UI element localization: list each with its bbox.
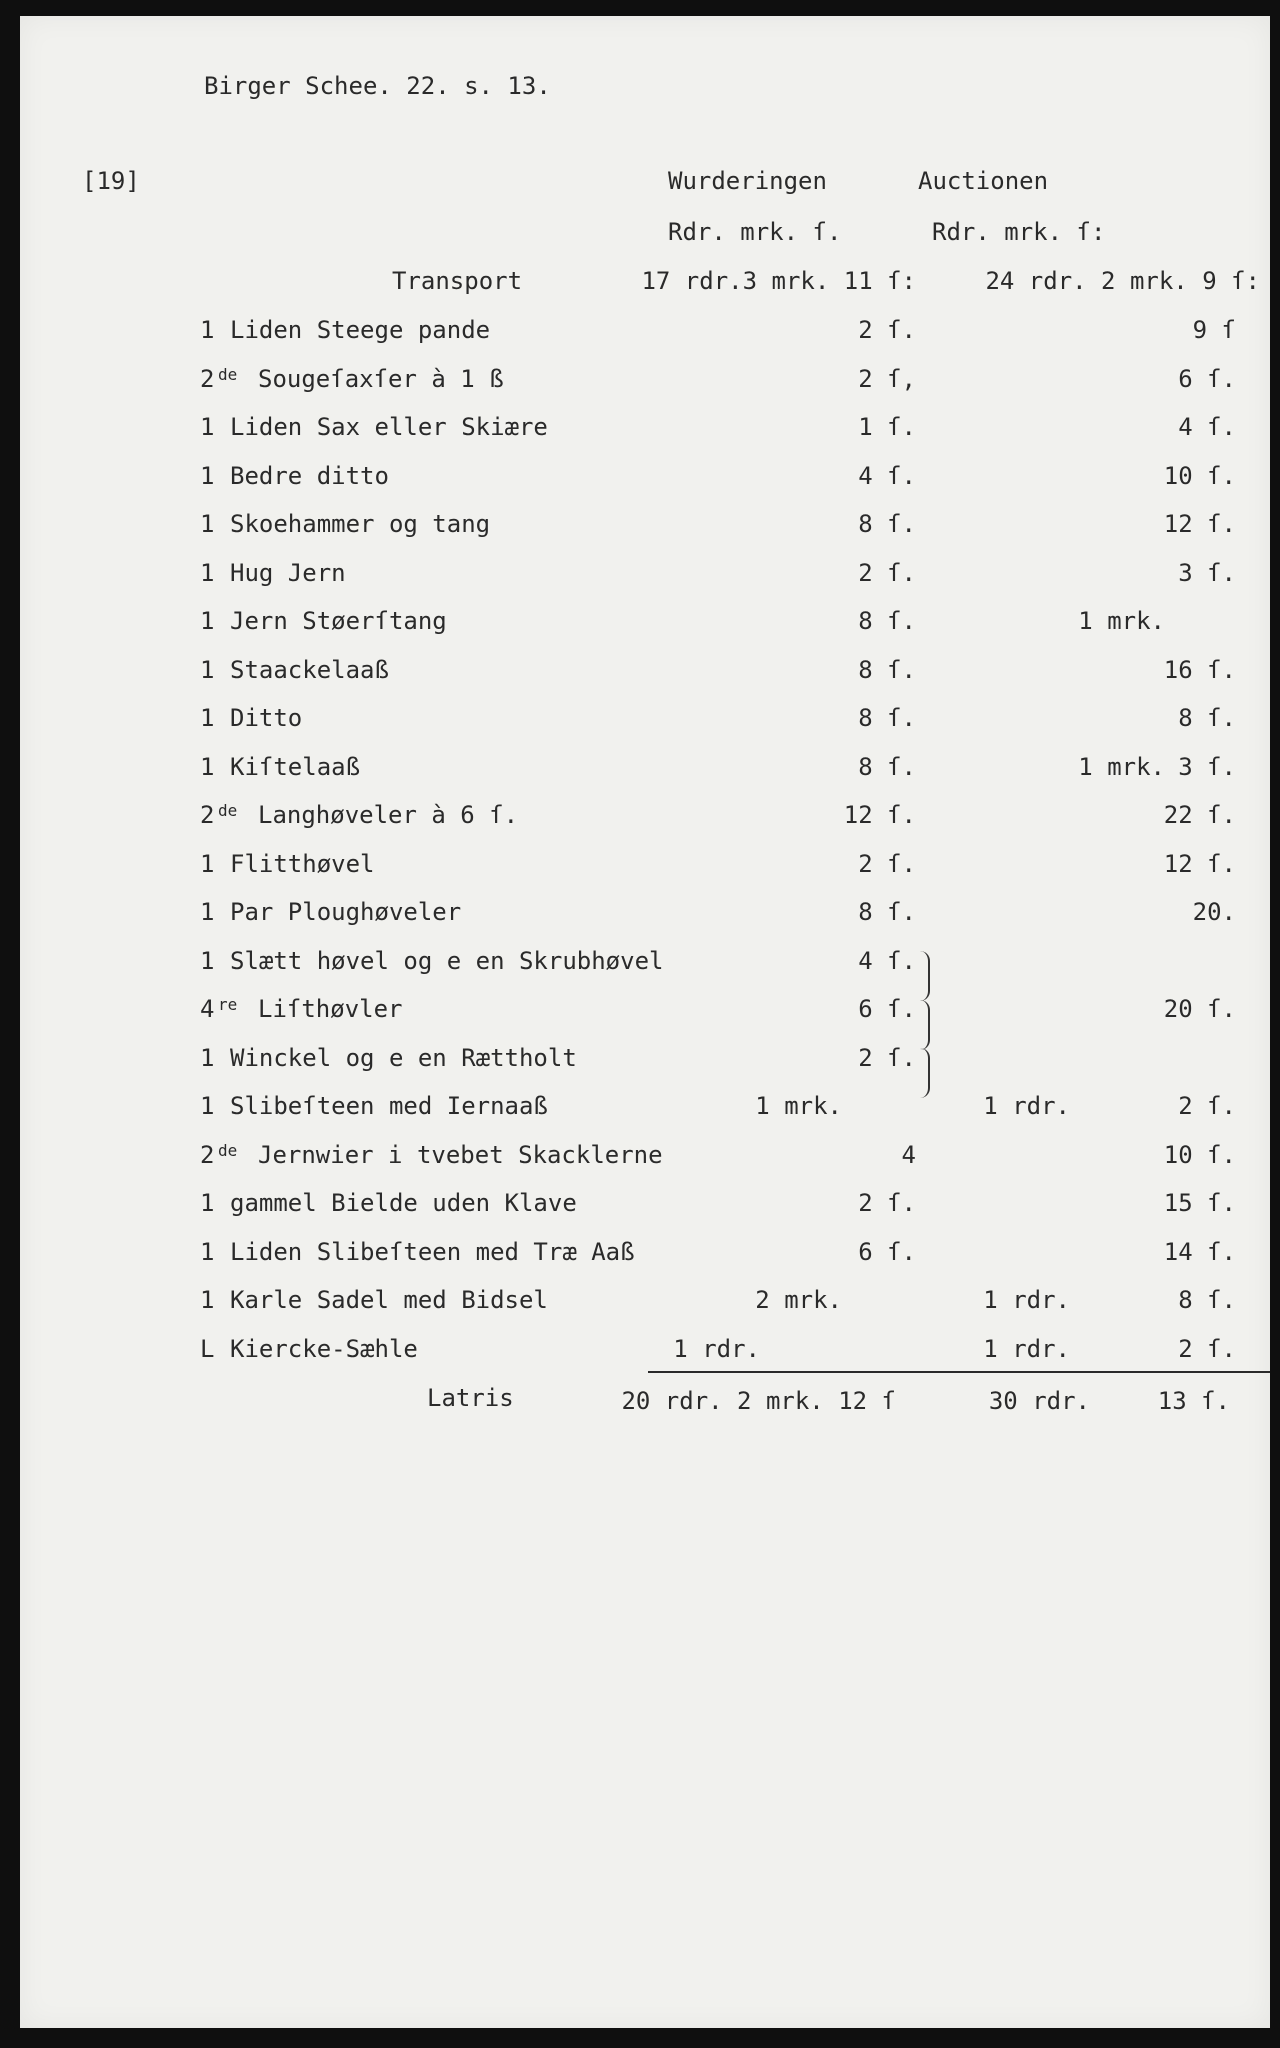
item-value-wurderingen-s: 8 ſ. [858, 898, 916, 926]
item-value-wurderingen-s: 2 ſ. [858, 316, 916, 344]
column-group-auctionen: Auctionen [918, 167, 1049, 195]
item-quantity: 1 [200, 559, 215, 587]
item-value-wurderingen-s: 8 ſ. [858, 656, 916, 684]
item-value-wurderingen-mrk: 2 mrk. [755, 1286, 842, 1314]
transport-label: Transport [392, 267, 523, 295]
item-value-auctionen-s: 15 ſ. [1163, 1189, 1236, 1217]
total-label: Latris [427, 1384, 514, 1412]
item-value-auctionen-s: 2 ſ. [1178, 1335, 1236, 1363]
item-quantity: 1 [200, 753, 215, 781]
item-quantity: 1 [200, 1092, 215, 1120]
item-value-auctionen-mrk: 1 mrk. [1078, 753, 1165, 781]
units-header-wurderingen: Rdr. mrk. ſ. [668, 218, 842, 246]
item-value-auctionen-s: 10 ſ. [1163, 462, 1236, 490]
item-value-wurderingen-s: 8 ſ. [858, 510, 916, 538]
item-description: Langhøveler à 6 ſ. [258, 801, 519, 829]
item-value-auctionen-s: 2 ſ. [1178, 1092, 1236, 1120]
item-description: Bedre ditto [230, 462, 389, 490]
item-value-wurderingen-s: 4 ſ. [858, 462, 916, 490]
item-description: Hug Jern [230, 559, 346, 587]
item-value-wurderingen-s: 4 ſ. [858, 947, 916, 975]
item-description: Ditto [230, 704, 303, 732]
item-quantity: 2 [200, 1141, 215, 1169]
item-value-auctionen-s: 4 ſ. [1178, 413, 1236, 441]
sum-rule [648, 1371, 1270, 1373]
total-value-wurderingen: 20 rdr. 2 mrk. 12 ſ [621, 1387, 896, 1415]
item-value-auctionen-s: 12 ſ. [1163, 510, 1236, 538]
item-value-wurderingen-s: 2 ſ. [858, 850, 916, 878]
item-value-auctionen-s: 10 ſ. [1163, 1141, 1236, 1169]
item-value-auctionen-rdr: 1 rdr. [983, 1286, 1070, 1314]
item-value-auctionen-s: 20. [1192, 898, 1236, 926]
item-value-auctionen-s: 22 ſ. [1163, 801, 1236, 829]
item-value-wurderingen-s: 8 ſ. [858, 704, 916, 732]
item-description: Liden Steege pande [230, 316, 491, 344]
document-page: Birger Schee. 22. s. 13. [19] Wurderingen Auctionen Rdr. mrk. ſ. Rdr. mrk. ſ: Transport 17 rdr.3 mrk. 11 ſ: 24 rdr. 2 mrk. 9 ſ: 1 Liden Steege pande 2 ſ. 9 ſ 2 de Sougeſaxſer à 1 ß 2 ſ, 6 ſ. 1 Liden Sax eller Skiære 1 ſ. 4 ſ. 1 Bedre ditto 4 ſ. 10 ſ. 1 Skoehammer og tang 8 ſ. 12 ſ. 1 Hug Jern 2 ſ. 3 ſ. 1 Jern Støerſtang 8 ſ. 1 mrk. 1 Staackelaaß 8 ſ. 16 ſ. 1 Ditto 8 ſ. 8 ſ. 1 Kiſtelaaß 8 ſ. 1 mrk. 3 ſ. 2 de Langhøveler à 6 ſ. 12 ſ. 22 ſ. 1 Flitthøvel 2 ſ. 12 ſ. 1 Par Ploughøveler 8 ſ. 20. 1 Slætt høvel og e en Skrubhøvel 4 ſ. 4 re Liſthøvler 6 ſ. 20 ſ. 1 Winckel og e en Rættholt 2 ſ. 1 Slibeſteen med Iernaaß 1 mrk. 1 rdr. 2 ſ. 2 de Jernwier i tvebet Skacklerne 4 10 ſ. 1 gammel Bielde uden Klave 2 ſ. 15 ſ. 1 Liden Slibeſteen med Træ Aaß 6 ſ. 14 ſ. 1 Karle Sadel med Bidsel 2 mrk. 1 rdr. 8 ſ. L Kiercke-Sæhle 1 rdr. 1 rdr. 2 ſ. Latris 20 rdr. 2 mrk. 12 ſ 30 rdr. 13 ſ. [20, 16, 1270, 2028]
item-description: Par Ploughøveler [230, 898, 462, 926]
item-value-auctionen-s: 3 ſ. [1178, 753, 1236, 781]
item-quantity: 1 [200, 1044, 215, 1072]
transport-value-wurderingen: 17 rdr.3 mrk. 11 ſ: [641, 267, 916, 295]
item-quantity: 1 [200, 607, 215, 635]
item-value-auctionen-s: 14 ſ. [1163, 1238, 1236, 1266]
item-value-auctionen-s: 16 ſ. [1163, 656, 1236, 684]
item-description: Flitthøvel [230, 850, 375, 878]
item-value-wurderingen-mrk: 1 mrk. [755, 1092, 842, 1120]
brace-mark [918, 1000, 930, 1050]
item-value-wurderingen-s: 8 ſ. [858, 607, 916, 635]
item-quantity: 4 [200, 995, 215, 1023]
item-description: Kiſtelaaß [230, 753, 361, 781]
item-description: Jernwier i tvebet Skacklerne [258, 1141, 663, 1169]
brace-mark [918, 951, 930, 1001]
units-header-auctionen: Rdr. mrk. ſ: [932, 218, 1106, 246]
item-value-wurderingen-s: 8 ſ. [858, 753, 916, 781]
item-quantity: 1 [200, 850, 215, 878]
item-value-wurderingen-s: 1 ſ. [858, 413, 916, 441]
item-description: Slætt høvel og e en Skrubhøvel [230, 947, 664, 975]
item-value-auctionen-mrk: 1 mrk. [1078, 607, 1165, 635]
column-group-wurderingen: Wurderingen [668, 167, 827, 195]
item-value-wurderingen-s: 6 ſ. [858, 1238, 916, 1266]
item-quantity: L [200, 1335, 215, 1363]
page-reference: [19] [82, 167, 140, 195]
item-description: Winckel og e en Rættholt [230, 1044, 577, 1072]
item-description: Kiercke-Sæhle [230, 1335, 418, 1363]
item-value-auctionen-s: 12 ſ. [1163, 850, 1236, 878]
item-description: Slibeſteen med Iernaaß [230, 1092, 548, 1120]
item-value-auctionen-s: 20 ſ. [1163, 995, 1236, 1023]
item-description: Karle Sadel med Bidsel [230, 1286, 548, 1314]
item-description: Jern Støerſtang [230, 607, 447, 635]
item-value-wurderingen-s: 6 ſ. [858, 995, 916, 1023]
item-value-wurderingen-s: 2 ſ. [858, 1189, 916, 1217]
item-value-auctionen-s: 8 ſ. [1178, 1286, 1236, 1314]
item-value-auctionen-rdr: 1 rdr. [983, 1335, 1070, 1363]
item-description: Skoehammer og tang [230, 510, 491, 538]
item-value-auctionen-s: 6 ſ. [1178, 365, 1236, 393]
transport-value-auctionen: 24 rdr. 2 mrk. 9 ſ: [985, 267, 1260, 295]
item-quantity: 1 [200, 704, 215, 732]
item-quantity: 1 [200, 413, 215, 441]
item-value-auctionen-s: 9 ſ [1192, 316, 1236, 344]
brace-mark [918, 1048, 930, 1098]
item-description: Liſthøvler [258, 995, 403, 1023]
item-value-auctionen-s: 8 ſ. [1178, 704, 1236, 732]
item-quantity: 1 [200, 1189, 215, 1217]
item-value-wurderingen-s: 4 [901, 1141, 916, 1169]
item-description: Liden Sax eller Skiære [230, 413, 548, 441]
item-quantity: 1 [200, 316, 215, 344]
item-quantity: 2 [200, 365, 215, 393]
item-value-wurderingen-s: 2 ſ. [858, 559, 916, 587]
item-value-wurderingen-s: 12 ſ. [843, 801, 916, 829]
item-description: Liden Slibeſteen med Træ Aaß [230, 1238, 635, 1266]
item-value-wurderingen-s: 2 ſ. [858, 1044, 916, 1072]
item-quantity: 1 [200, 656, 215, 684]
item-quantity: 1 [200, 898, 215, 926]
item-quantity: 1 [200, 1238, 215, 1266]
item-value-auctionen-rdr: 1 rdr. [983, 1092, 1070, 1120]
item-description: Staackelaaß [230, 656, 389, 684]
item-value-wurderingen-rdr: 1 rdr. [673, 1335, 760, 1363]
item-value-wurderingen-s: 2 ſ, [858, 365, 916, 393]
item-description: gammel Bielde uden Klave [230, 1189, 577, 1217]
item-quantity: 1 [200, 947, 215, 975]
item-quantity: 1 [200, 510, 215, 538]
item-quantity: 2 [200, 801, 215, 829]
total-value-auctionen-rdr: 30 rdr. [988, 1387, 1090, 1415]
item-quantity: 1 [200, 462, 215, 490]
item-value-auctionen-s: 3 ſ. [1178, 559, 1236, 587]
item-quantity: 1 [200, 1286, 215, 1314]
total-value-auctionen-s: 13 ſ. [1157, 1387, 1230, 1415]
item-description: Sougeſaxſer à 1 ß [258, 365, 504, 393]
source-reference: Birger Schee. 22. s. 13. [204, 72, 551, 100]
